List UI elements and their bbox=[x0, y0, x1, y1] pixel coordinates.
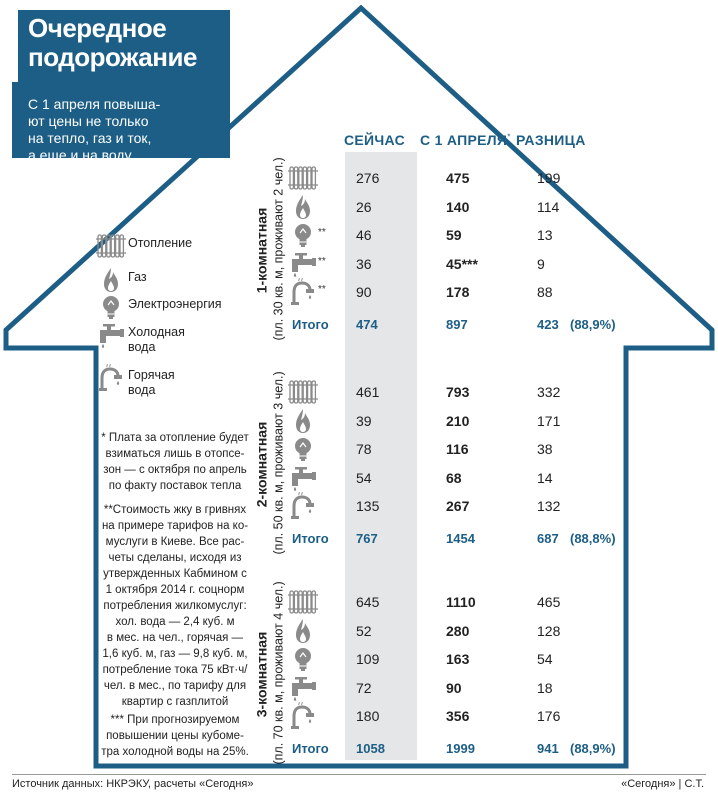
footer-credit: «Сегодня» | С.Т. bbox=[621, 778, 704, 790]
group-label bbox=[253, 157, 287, 341]
hot-water-tap-icon bbox=[288, 702, 318, 730]
value-april: 210 bbox=[446, 412, 470, 429]
value-diff: 114 bbox=[537, 198, 560, 215]
gas-flame-icon bbox=[288, 193, 318, 221]
value-now: 461 bbox=[356, 384, 380, 400]
total-april: 1454 bbox=[446, 530, 475, 546]
value-diff: 332 bbox=[537, 384, 561, 400]
gas-flame-icon bbox=[288, 617, 318, 645]
footnote-line: повышении цены кубоме- bbox=[106, 730, 244, 742]
footnote-line: взиматься лишь в отопсе- bbox=[105, 448, 245, 460]
header-april-mark: * bbox=[507, 132, 511, 142]
value-diff: 13 bbox=[537, 227, 553, 243]
value-now: 26 bbox=[356, 198, 372, 215]
total-label: Итого bbox=[292, 316, 329, 332]
value-april: 163 bbox=[446, 651, 470, 667]
value-april: 1110 bbox=[446, 594, 476, 610]
footnote-line: зон — с октября по апрель bbox=[103, 464, 247, 476]
footnote-line: квартир с газплитой bbox=[121, 696, 229, 708]
footnote-line: по факту поставок тепла bbox=[108, 480, 242, 492]
value-now: 276 bbox=[356, 170, 380, 186]
footnote-line: в мес. на чел., горячая — bbox=[106, 632, 244, 644]
gas-flame-icon bbox=[288, 407, 318, 435]
footer-source: Источник данных: НКРЭКУ, расчеты «Сегодня» bbox=[12, 778, 254, 790]
value-diff: 199 bbox=[537, 170, 561, 186]
value-now: 109 bbox=[356, 651, 380, 667]
footnote bbox=[100, 712, 250, 760]
footnote-line: муслуги в Киеве. Все рас- bbox=[105, 536, 245, 548]
title-accent-bar bbox=[12, 10, 18, 82]
value-now: 52 bbox=[356, 622, 372, 639]
page-subtitle: С 1 апреля повыша- ют цены не только на тепло, газ и ток, а еще и на воду bbox=[28, 96, 161, 163]
total-percent: (88,9%) bbox=[570, 316, 616, 332]
value-april: 68 bbox=[446, 469, 462, 486]
value-diff: 18 bbox=[537, 679, 553, 696]
legend-label: Холодная вода bbox=[128, 325, 185, 354]
footnote-line: тра холодной воды на 25%. bbox=[101, 746, 249, 758]
total-april: 897 bbox=[446, 316, 468, 332]
footnote bbox=[100, 502, 250, 710]
total-percent: (88,9%) bbox=[570, 740, 616, 756]
value-diff: 14 bbox=[537, 469, 553, 486]
total-now: 767 bbox=[356, 530, 378, 546]
footnote-line: четы сделаны, исходя из bbox=[108, 552, 242, 564]
header-april: С 1 АПРЕЛЯ* bbox=[420, 132, 511, 148]
total-now: 474 bbox=[356, 316, 378, 332]
value-diff: 128 bbox=[537, 622, 561, 639]
radiator-icon bbox=[288, 164, 318, 192]
group-label bbox=[253, 581, 287, 765]
total-percent: (88,8%) bbox=[570, 530, 616, 546]
value-diff: 465 bbox=[537, 594, 561, 610]
footnote bbox=[100, 430, 250, 494]
value-april: 267 bbox=[446, 498, 470, 514]
value-april: 140 bbox=[446, 198, 470, 215]
group-subtitle: (пл. 70 кв. м, проживают 4 чел.) bbox=[271, 581, 286, 765]
value-april: 59 bbox=[446, 227, 462, 243]
value-now: 54 bbox=[356, 469, 372, 486]
footnote-line: **Стоимость жку в гривнях bbox=[103, 504, 247, 516]
radiator-icon bbox=[288, 378, 318, 406]
lightbulb-icon bbox=[96, 293, 126, 321]
footnote-line: 1,6 куб. м, газ — 9,8 куб. м, bbox=[102, 648, 248, 660]
total-diff: 941 bbox=[537, 740, 559, 756]
value-now: 90 bbox=[356, 284, 372, 300]
header-diff: РАЗНИЦА bbox=[516, 132, 586, 148]
value-april: 356 bbox=[446, 708, 470, 724]
footnote-line: чел. в мес., по тарифу для bbox=[103, 680, 247, 692]
value-april: 178 bbox=[446, 284, 470, 300]
row-footnote-mark: ** bbox=[318, 255, 326, 267]
header-now: СЕЙЧАС bbox=[344, 132, 406, 148]
cold-water-tap-icon bbox=[288, 250, 318, 278]
cold-water-tap-icon bbox=[288, 464, 318, 492]
value-now: 46 bbox=[356, 227, 372, 243]
legend-label: Горячая вода bbox=[128, 368, 175, 397]
gas-flame-icon bbox=[96, 266, 126, 294]
footnote-line: 1 октября 2014 г. соцнорм bbox=[105, 584, 245, 596]
group-title: 3-комнатная bbox=[253, 632, 270, 718]
legend-label: Газ bbox=[128, 270, 147, 284]
value-diff: 171 bbox=[537, 412, 561, 429]
value-diff: 176 bbox=[537, 708, 561, 724]
row-footnote-mark: ** bbox=[318, 227, 326, 238]
total-label: Итого bbox=[292, 530, 329, 546]
page-title: Очередное подорожание bbox=[28, 13, 197, 72]
footnote-line: * Плата за отопление будет bbox=[101, 432, 249, 444]
cold-water-tap-icon bbox=[288, 674, 318, 702]
lightbulb-icon bbox=[288, 435, 318, 463]
value-now: 72 bbox=[356, 679, 372, 696]
value-april: 280 bbox=[446, 622, 470, 639]
total-now: 1058 bbox=[356, 740, 385, 756]
value-april: 793 bbox=[446, 384, 470, 400]
value-now: 645 bbox=[356, 594, 380, 610]
value-now: 180 bbox=[356, 708, 380, 724]
footnote-line: утвержденных Кабмином с bbox=[103, 568, 247, 580]
total-diff: 423 bbox=[537, 316, 559, 332]
footer-divider bbox=[12, 774, 706, 775]
value-april: 116 bbox=[446, 441, 469, 457]
footnote-line: хол. вода — 2,4 куб. м bbox=[115, 616, 235, 628]
hot-water-tap-icon bbox=[288, 492, 318, 520]
legend-label: Отопление bbox=[128, 236, 193, 250]
lightbulb-icon bbox=[288, 221, 318, 249]
title-box bbox=[12, 10, 230, 163]
value-diff: 54 bbox=[537, 651, 553, 667]
footnote-line: потребления жилкомуслуг: bbox=[103, 600, 247, 612]
footnote-line: потребление тока 75 кВт·ч/ bbox=[102, 664, 248, 676]
value-diff: 9 bbox=[537, 255, 545, 272]
row-footnote-mark: ** bbox=[318, 284, 326, 295]
value-april: 90 bbox=[446, 679, 462, 696]
footnote-line: на примере тарифов на ко- bbox=[101, 520, 249, 532]
hot-water-tap-icon bbox=[96, 364, 126, 392]
lightbulb-icon bbox=[288, 645, 318, 673]
value-now: 39 bbox=[356, 412, 372, 429]
group-title: 1-комнатная bbox=[253, 208, 270, 294]
group-subtitle: (пл. 50 кв. м, проживают 3 чел.) bbox=[271, 371, 286, 555]
value-now: 36 bbox=[356, 255, 372, 272]
value-now: 135 bbox=[356, 498, 380, 514]
value-april: 475 bbox=[446, 170, 470, 186]
radiator-icon bbox=[96, 232, 126, 260]
legend-label: Электроэнергия bbox=[128, 297, 222, 311]
hot-water-tap-icon bbox=[288, 278, 318, 306]
group-title: 2-комнатная bbox=[253, 422, 270, 508]
group-label bbox=[253, 371, 287, 555]
value-diff: 88 bbox=[537, 284, 553, 300]
total-april: 1999 bbox=[446, 740, 475, 756]
value-april: 45*** bbox=[446, 255, 478, 272]
radiator-icon bbox=[288, 588, 318, 616]
cold-water-tap-icon bbox=[96, 321, 126, 349]
total-diff: 687 bbox=[537, 530, 559, 546]
value-now: 78 bbox=[356, 441, 372, 457]
value-diff: 38 bbox=[537, 441, 553, 457]
total-label: Итого bbox=[292, 740, 329, 756]
footnote-line: *** При прогнозируемом bbox=[110, 714, 240, 726]
value-diff: 132 bbox=[537, 498, 561, 514]
group-subtitle: (пл. 30 кв. м, проживают 2 чел.) bbox=[271, 157, 286, 341]
